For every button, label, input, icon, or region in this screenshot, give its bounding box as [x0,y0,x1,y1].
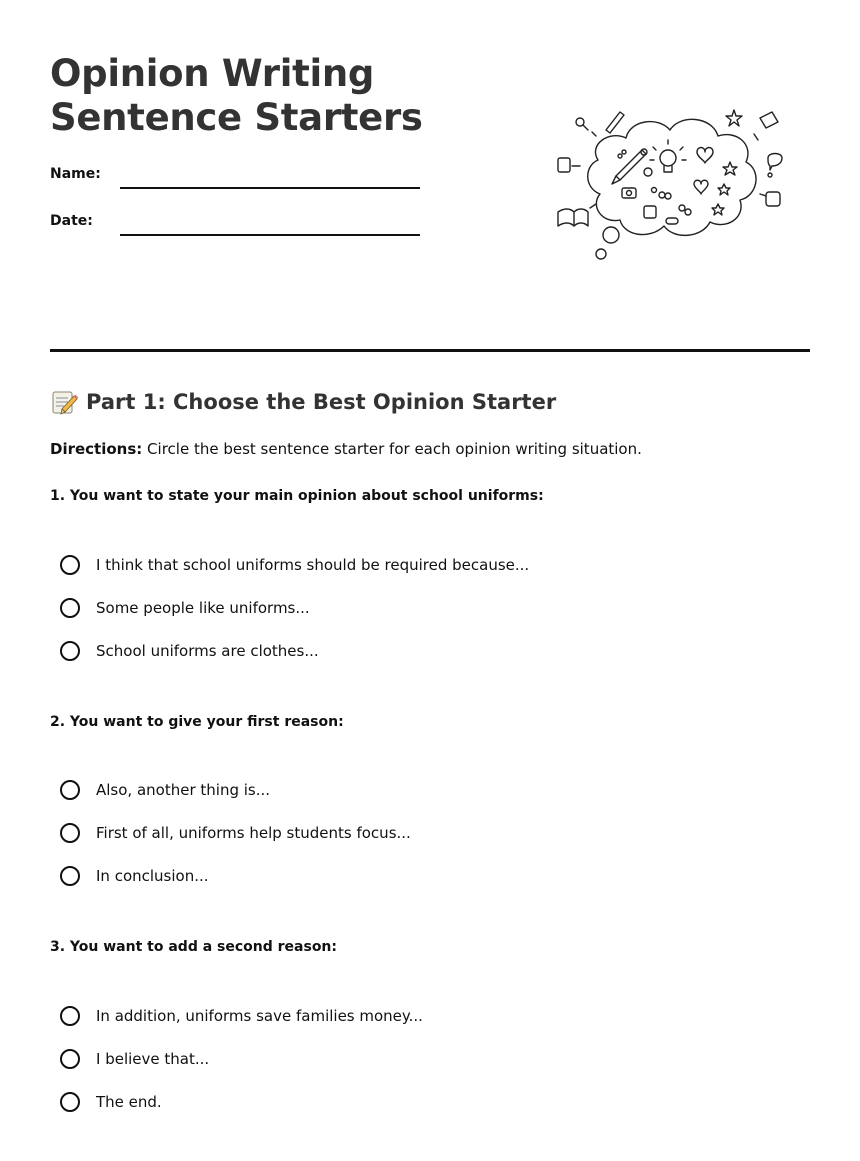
part-1-heading-text: Part 1: Choose the Best Opinion Starter [86,390,557,414]
answer-circle[interactable] [60,823,80,843]
answer-circle[interactable] [60,598,80,618]
q3-option-c[interactable] [60,1090,162,1114]
option-text: Also, another thing is... [96,781,271,799]
answer-circle[interactable] [60,641,80,661]
answer-circle[interactable] [60,866,80,886]
title-line-2: Sentence Starters [50,96,423,139]
question-3-prompt: 3. You want to add a second reason: [50,939,337,955]
directions-text: Circle the best sentence starter for each opinion writing situation. [142,440,642,458]
title-line-1: Opinion Writing [50,52,375,95]
q1-option-c[interactable] [60,639,319,663]
date-label: Date: [50,213,93,229]
option-text: The end. [96,1093,162,1111]
option-text: I think that school uniforms should be required because... [96,556,530,574]
part-1-heading [50,388,556,416]
answer-circle[interactable] [60,780,80,800]
option-text: I believe that... [96,1050,210,1068]
worksheet-title [50,52,423,140]
answer-circle[interactable] [60,1006,80,1026]
q1-option-b[interactable] [60,596,310,620]
q3-option-a[interactable] [60,1004,423,1028]
directions-label: Directions: [50,440,143,458]
section-divider [50,349,810,352]
thought-cloud-doodle-icon [550,100,790,265]
option-text: In addition, uniforms save families money... [96,1007,423,1025]
q3-option-b[interactable] [60,1047,209,1071]
question-1-prompt: 1. You want to state your main opinion about school uniforms: [50,488,544,504]
answer-circle[interactable] [60,555,80,575]
directions [50,440,642,458]
answer-circle[interactable] [60,1049,80,1069]
option-text: In conclusion... [96,867,209,885]
name-label: Name: [50,166,101,182]
option-text: Some people like uniforms... [96,599,310,617]
question-2-prompt: 2. You want to give your first reason: [50,714,344,730]
name-field[interactable] [120,187,420,189]
memo-icon [50,388,78,416]
q2-option-b[interactable] [60,821,411,845]
date-field[interactable] [120,234,420,236]
q2-option-a[interactable] [60,778,270,802]
option-text: First of all, uniforms help students focus... [96,824,411,842]
option-text: School uniforms are clothes... [96,642,319,660]
q2-option-c[interactable] [60,864,209,888]
answer-circle[interactable] [60,1092,80,1112]
q1-option-a[interactable] [60,553,529,577]
